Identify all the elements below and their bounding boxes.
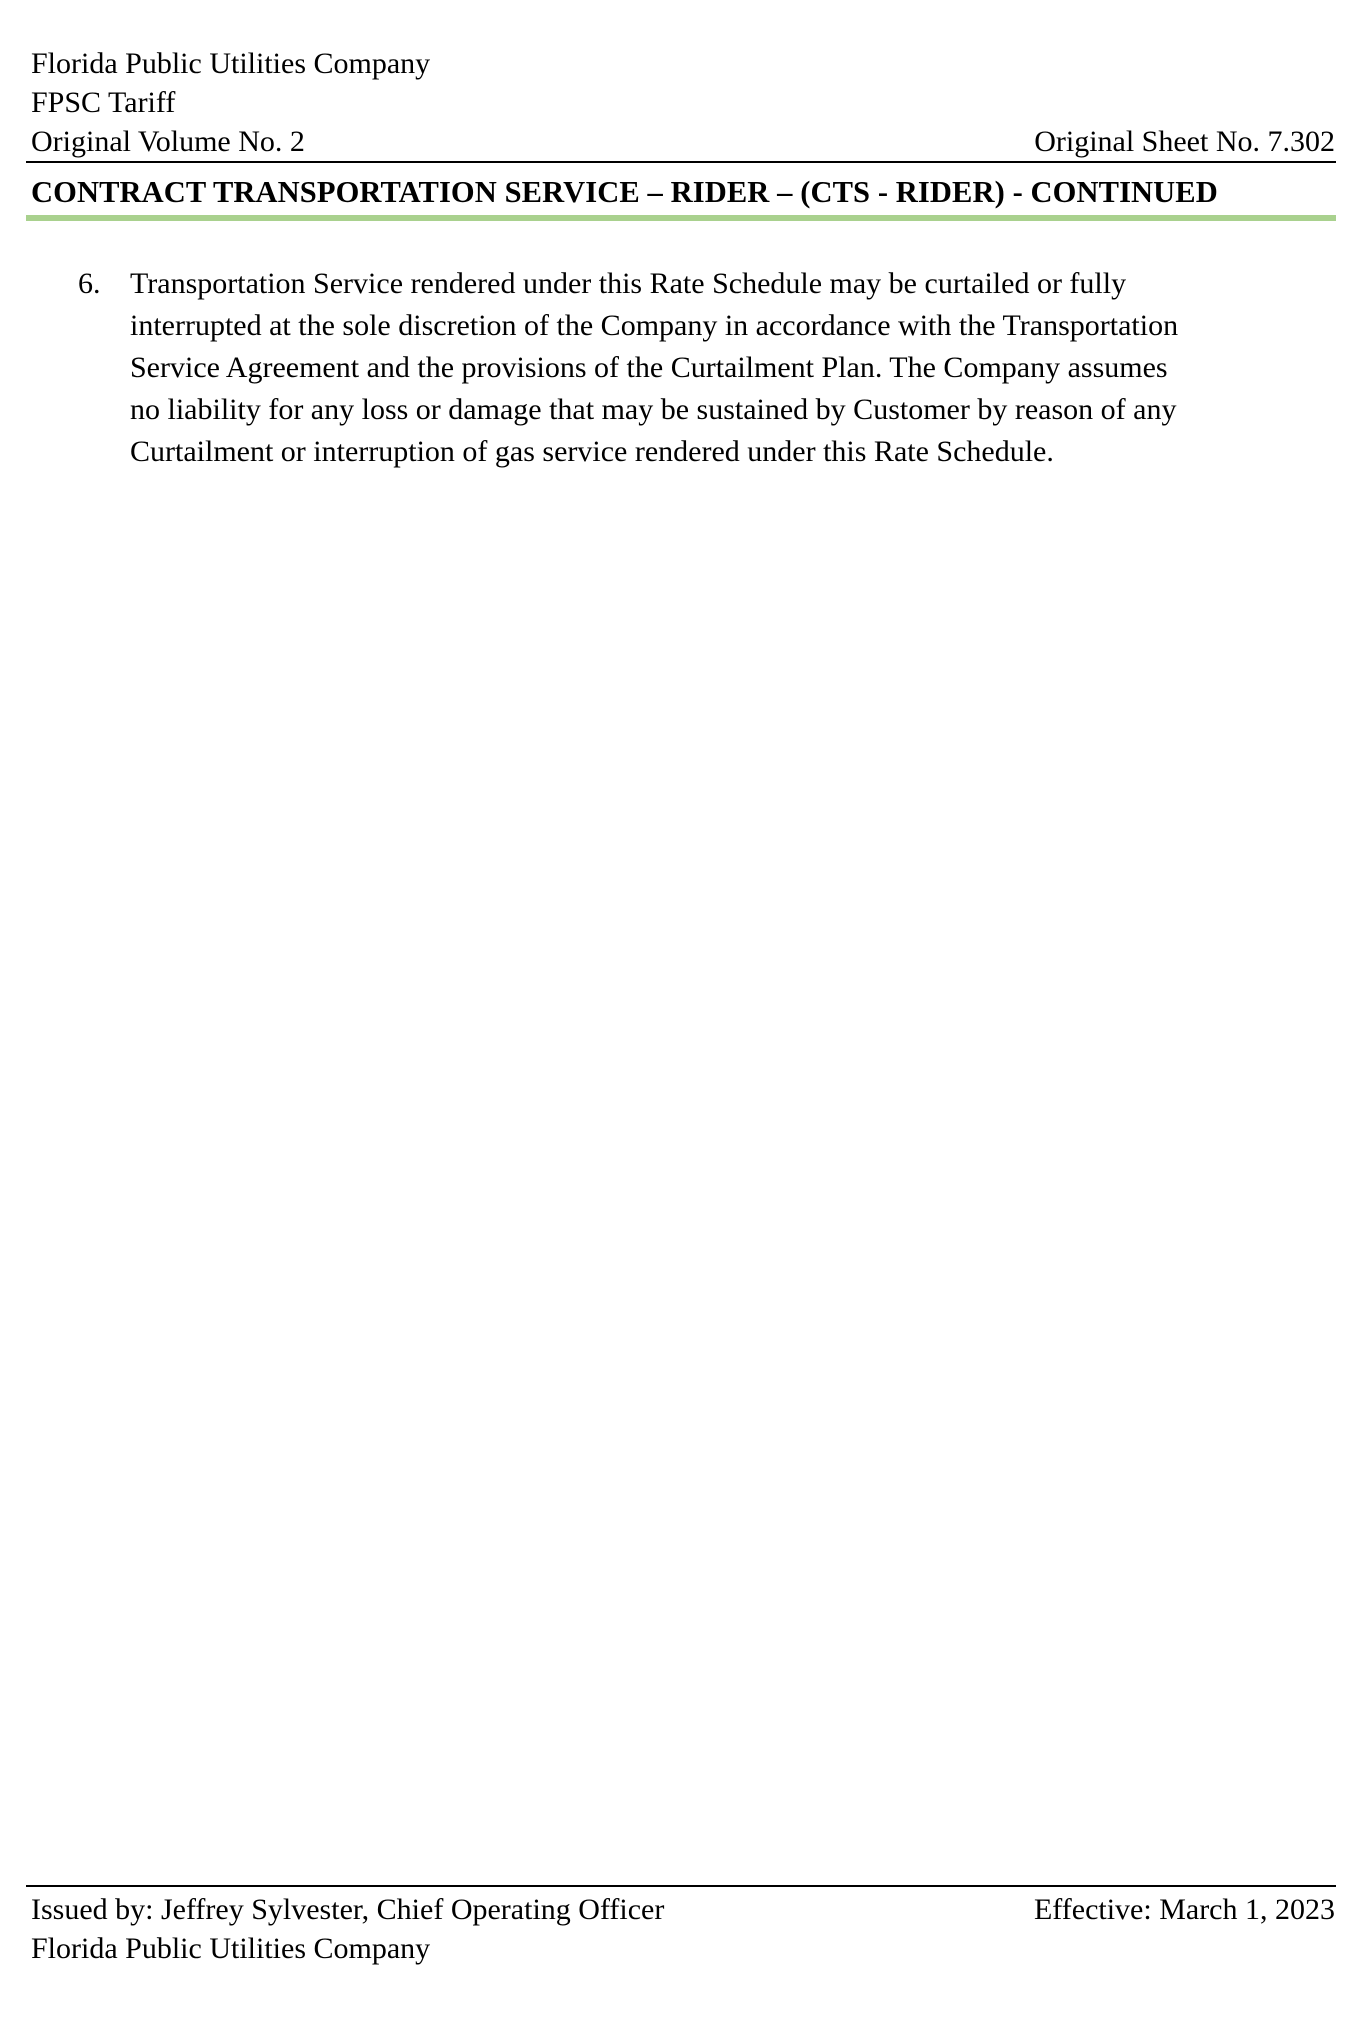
list-item-line: Transportation Service rendered under this Rate Schedule may be curtailed or fully — [130, 267, 1127, 300]
list-item-text — [130, 263, 1328, 473]
footer-company: Florida Public Utilities Company — [31, 1932, 431, 1965]
footer-divider — [26, 1885, 1336, 1887]
section-title-underline — [26, 215, 1336, 221]
header-company: Florida Public Utilities Company — [31, 47, 431, 80]
header-volume: Original Volume No. 2 — [31, 125, 305, 158]
list-item-number: 6. — [78, 267, 101, 300]
list-item-line: no liability for any loss or damage that may be sustained by Customer by reason of any — [130, 393, 1177, 426]
page-footer — [31, 1890, 1335, 1968]
footer-effective-date: Effective: March 1, 2023 — [1033, 1893, 1335, 1926]
section-title: CONTRACT TRANSPORTATION SERVICE – RIDER – (CTS - RIDER) - CONTINUED — [31, 175, 1218, 209]
header-divider — [26, 161, 1336, 163]
list-item-line: Service Agreement and the provisions of the Curtailment Plan. The Company assumes — [130, 351, 1168, 384]
header-tariff: FPSC Tariff — [31, 86, 176, 119]
document-body — [78, 263, 1328, 473]
header-sheet-number: Original Sheet No. 7.302 — [1034, 125, 1335, 158]
list-item-line: interrupted at the sole discretion of the Company in accordance with the Transportation — [130, 309, 1179, 342]
page-header — [31, 44, 1335, 161]
list-item-line: Curtailment or interruption of gas service rendered under this Rate Schedule. — [130, 435, 1054, 468]
footer-issued-by: Issued by: Jeffrey Sylvester, Chief Operating Officer — [31, 1893, 665, 1926]
footer-issued-row — [31, 1890, 1335, 1929]
list-item — [78, 263, 1328, 473]
header-volume-row — [31, 122, 1335, 161]
